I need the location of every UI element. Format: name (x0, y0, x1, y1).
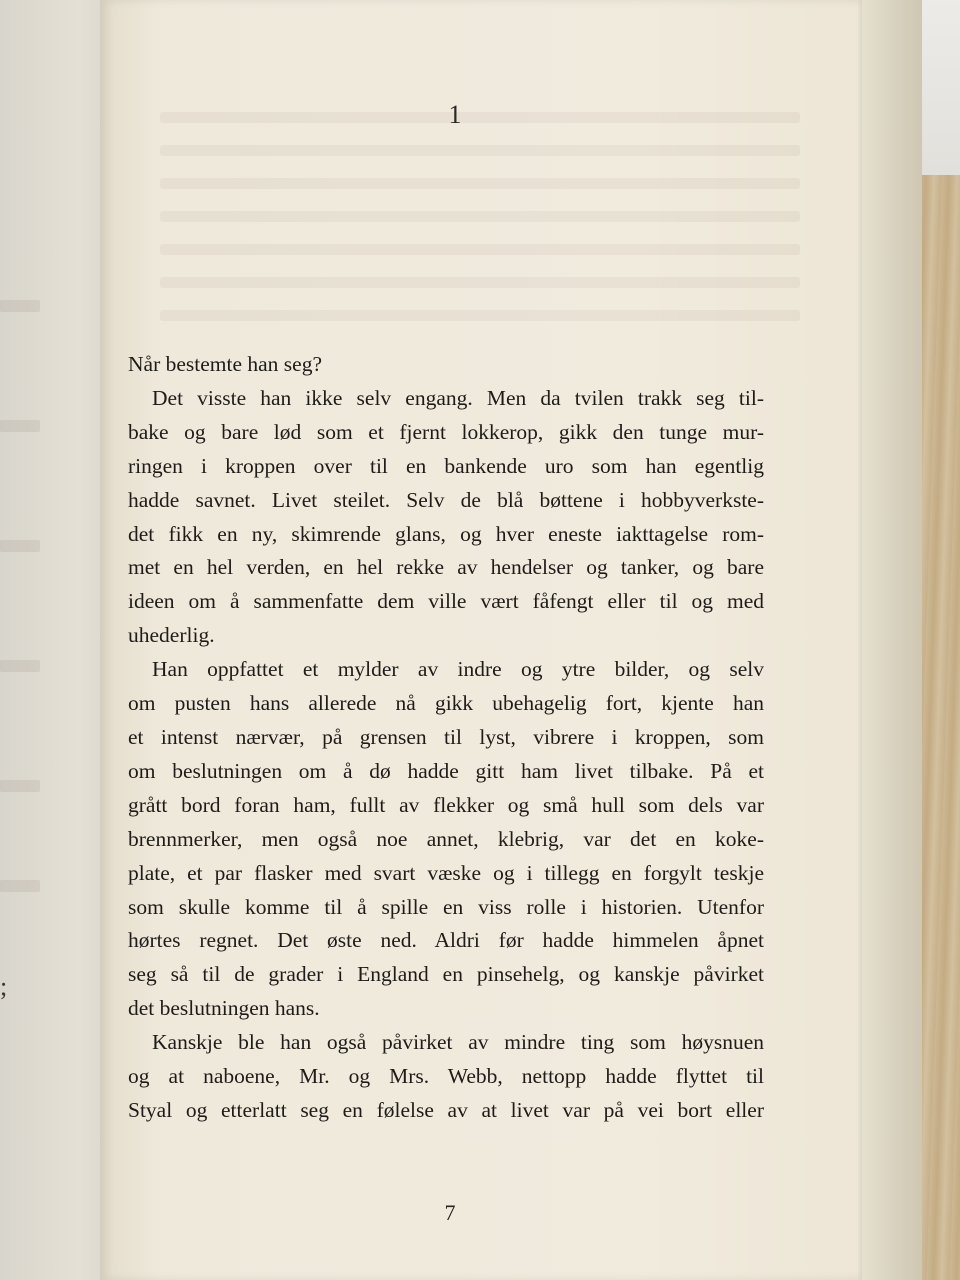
text-line: som skulle komme til å spille en viss rolle i historien. Utenfor (128, 894, 764, 919)
left-page-show-through (0, 540, 40, 552)
text-line: Når bestemte han seg? (128, 352, 323, 376)
text-line: hadde savnet. Livet steilet. Selv de blå bøttene i hobbyverkste- (128, 487, 764, 512)
text-line: seg så til de grader i England en pinsehelg, og kanskje påvirket (128, 962, 764, 987)
text-line: plate, et par flasker med svart væske og i tillegg en forgylt teskje (128, 860, 764, 885)
page-stack-edge (862, 0, 922, 1280)
page-number: 7 (444, 1200, 456, 1225)
left-page-show-through (0, 880, 40, 892)
text-line: Kanskje ble han også påvirket av mindre ting som høysnuen (152, 1030, 764, 1055)
text-line: grått bord foran ham, fullt av flekker og små hull som dels var (128, 792, 764, 817)
show-through-line (160, 211, 800, 222)
left-page-mark: ; (0, 972, 8, 1001)
show-through-line (160, 310, 800, 321)
left-page-show-through (0, 300, 40, 312)
show-through-line (160, 145, 800, 156)
left-page-show-through (0, 780, 40, 792)
text-line: bake og bare lød som et fjernt lokkerop, gikk den tunge mur- (128, 419, 764, 444)
chapter-body-text (128, 348, 764, 1128)
text-line: uhederlig. (128, 623, 215, 648)
text-line: Styal og etterlatt seg en følelse av at livet var på vei bort eller (128, 1097, 764, 1122)
text-line: hørtes regnet. Det øste ned. Aldri før hadde himmelen åpnet (128, 928, 764, 953)
text-line: et intenst nærvær, på grensen til lyst, vibrere i kroppen, som (128, 724, 764, 749)
text-line: Han oppfattet et mylder av indre og ytre bilder, og selv (152, 657, 764, 682)
text-line: brennmerker, men også noe annet, klebrig, var det en koke- (128, 826, 764, 851)
chapter-number: 1 (448, 100, 462, 129)
text-line: det beslutningen hans. (128, 996, 320, 1021)
text-line: og at naboene, Mr. og Mrs. Webb, nettopp hadde flyttet til (128, 1064, 764, 1089)
left-page (0, 0, 110, 1280)
text-line: det fikk en ny, skimrende glans, og hver eneste iakttagelse rom- (128, 521, 764, 546)
text-line: Det visste han ikke selv engang. Men da tvilen trakk seg til- (152, 385, 764, 410)
text-line: om pusten hans allerede nå gikk ubehagelig fort, kjente han (128, 691, 764, 716)
show-through-line (160, 277, 800, 288)
text-line: met en hel verden, en hel rekke av hendelser og tanker, og bare (128, 555, 764, 580)
text-line: om beslutningen om å dø hadde gitt ham livet tilbake. På et (128, 758, 764, 783)
text-line: ideen om å sammenfatte dem ville vært fåfengt eller til og med (128, 589, 764, 614)
left-page-show-through (0, 660, 40, 672)
show-through-line (160, 244, 800, 255)
show-through-line (160, 178, 800, 189)
text-line: ringen i kroppen over til en bankende uro som han egentlig (128, 453, 764, 478)
left-page-show-through (0, 420, 40, 432)
